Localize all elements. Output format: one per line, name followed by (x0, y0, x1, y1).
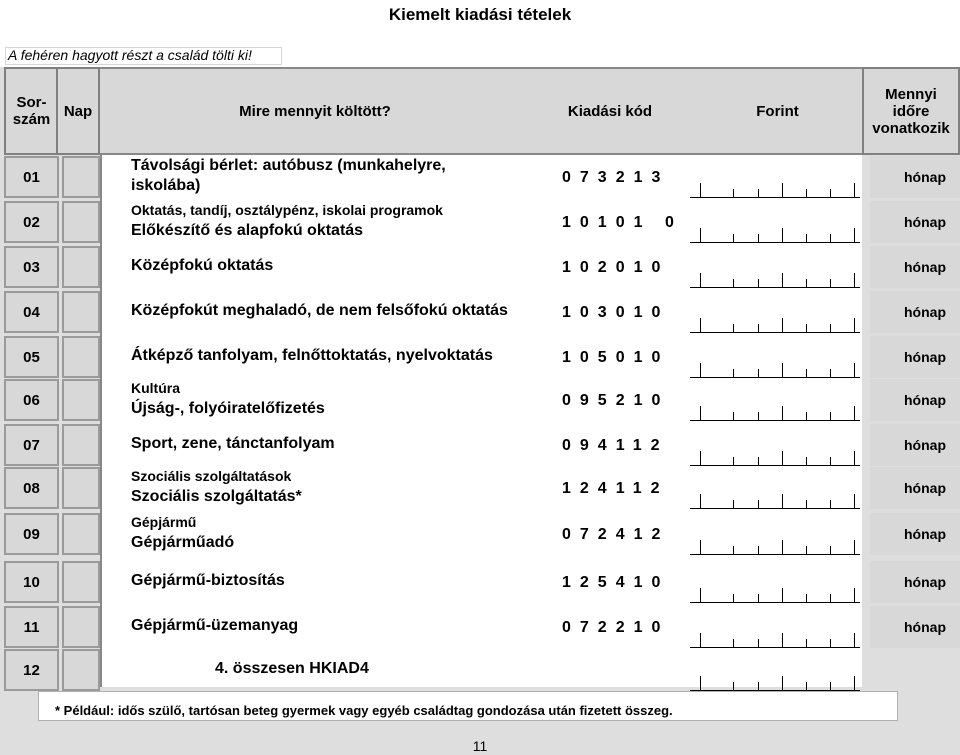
row-description-line1: Távolsági bérlet: autóbusz (munkahelyre, (131, 157, 446, 174)
digit-tick (830, 412, 831, 420)
digit-tick (700, 588, 701, 602)
digit-tick (830, 369, 831, 377)
digit-tick (700, 273, 701, 287)
row-description: Középfokú oktatás (131, 257, 274, 274)
digit-tick (700, 633, 701, 647)
page-number: 11 (472, 738, 488, 754)
digit-tick (830, 639, 831, 647)
forint-input-baseline[interactable] (690, 647, 860, 648)
expense-code: 103010 (562, 304, 670, 321)
digit-tick (782, 633, 783, 647)
digit-tick (758, 189, 759, 197)
digit-tick (758, 594, 759, 602)
unit-honap: hónap (870, 513, 960, 555)
row-description-line2: Előkészítő és alapfokú oktatás (131, 222, 364, 239)
digit-tick (854, 676, 855, 690)
digit-tick (733, 234, 734, 242)
forint-input-baseline[interactable] (690, 508, 860, 509)
digit-tick (782, 228, 783, 242)
digit-tick (806, 189, 807, 197)
expense-code: 124112 (562, 480, 669, 497)
row-description: Középfokút meghaladó, de nem felsőfokú oktatás (131, 302, 508, 319)
digit-tick (782, 540, 783, 554)
digit-tick (782, 273, 783, 287)
forint-input-baseline[interactable] (690, 332, 860, 333)
forint-input-baseline[interactable] (690, 465, 860, 466)
digit-tick (854, 273, 855, 287)
digit-tick (854, 588, 855, 602)
digit-tick (700, 228, 701, 242)
digit-tick (758, 639, 759, 647)
digit-tick (700, 540, 701, 554)
forint-input-baseline[interactable] (690, 197, 860, 198)
digit-tick (733, 639, 734, 647)
digit-tick (830, 189, 831, 197)
unit-honap: hónap (870, 291, 960, 333)
row-number: 05 (4, 336, 59, 378)
digit-tick (782, 451, 783, 465)
digit-tick (758, 457, 759, 465)
digit-tick (806, 500, 807, 508)
nap-cell (62, 379, 100, 421)
digit-tick (830, 500, 831, 508)
digit-tick (758, 412, 759, 420)
expense-code: 105010 (562, 349, 670, 366)
digit-tick (830, 682, 831, 690)
digit-tick (733, 369, 734, 377)
digit-tick (758, 234, 759, 242)
digit-tick (758, 279, 759, 287)
unit-honap: hónap (870, 156, 960, 198)
row-description-line1: Szociális szolgáltatások (131, 468, 292, 484)
header-mire: Mire mennyit költött? (100, 67, 530, 155)
digit-tick (854, 540, 855, 554)
nap-cell (62, 246, 100, 288)
nap-cell (62, 201, 100, 243)
forint-input-baseline[interactable] (690, 242, 860, 243)
digit-tick (830, 457, 831, 465)
row-description-line1: Oktatás, tandíj, osztálypénz, iskolai programok (131, 202, 443, 218)
digit-tick (733, 500, 734, 508)
digit-tick (733, 546, 734, 554)
row-description-line2: Szociális szolgáltatás* (131, 488, 302, 505)
digit-tick (854, 318, 855, 332)
row-number: 12 (4, 649, 59, 691)
digit-tick (700, 494, 701, 508)
row-description: Sport, zene, tánctanfolyam (131, 435, 335, 452)
forint-input-baseline[interactable] (690, 377, 860, 378)
nap-cell (62, 336, 100, 378)
digit-tick (782, 588, 783, 602)
digit-tick (854, 363, 855, 377)
row-number: 01 (4, 156, 59, 198)
digit-tick (700, 363, 701, 377)
digit-tick (733, 324, 734, 332)
digit-tick (806, 682, 807, 690)
header-nap: Nap (56, 67, 100, 155)
row-number: 06 (4, 379, 59, 421)
forint-input-baseline[interactable] (690, 554, 860, 555)
nap-cell (62, 467, 100, 509)
row-description: Gépjármű-üzemanyag (131, 617, 299, 634)
unit-honap: hónap (870, 201, 960, 243)
unit-honap: hónap (870, 336, 960, 378)
row-number: 09 (4, 513, 59, 555)
digit-tick (758, 546, 759, 554)
digit-tick (806, 412, 807, 420)
digit-tick (782, 318, 783, 332)
digit-tick (700, 451, 701, 465)
digit-tick (782, 183, 783, 197)
forint-input-baseline[interactable] (690, 602, 860, 603)
row-number: 04 (4, 291, 59, 333)
digit-tick (700, 406, 701, 420)
expense-code: 072210 (562, 619, 670, 636)
digit-tick (700, 183, 701, 197)
row-description: 4. összesen HKIAD4 (215, 660, 369, 677)
digit-tick (806, 639, 807, 647)
digit-tick (782, 363, 783, 377)
unit-honap: hónap (870, 606, 960, 648)
expense-code: 095210 (562, 392, 670, 409)
digit-tick (854, 451, 855, 465)
page-title: Kiemelt kiadási tételek (388, 5, 572, 24)
expense-code: 125410 (562, 574, 670, 591)
row-number: 03 (4, 246, 59, 288)
unit-honap: hónap (870, 246, 960, 288)
expense-code: 10101 0 (562, 214, 683, 231)
nap-cell (62, 649, 100, 691)
digit-tick (854, 406, 855, 420)
subtitle: A fehéren hagyott részt a család tölti ki! (8, 47, 252, 63)
digit-tick (854, 494, 855, 508)
nap-cell (62, 513, 100, 555)
digit-tick (806, 279, 807, 287)
digit-tick (806, 594, 807, 602)
expense-code: 094112 (562, 437, 669, 454)
digit-tick (830, 594, 831, 602)
row-description: Átképző tanfolyam, felnőttoktatás, nyelvoktatás (131, 347, 493, 364)
digit-tick (700, 318, 701, 332)
expense-code: 073213 (562, 169, 670, 186)
digit-tick (733, 279, 734, 287)
digit-tick (758, 682, 759, 690)
digit-tick (854, 633, 855, 647)
digit-tick (782, 676, 783, 690)
digit-tick (806, 457, 807, 465)
row-number: 07 (4, 424, 59, 466)
header-mennyi: Mennyi időre vonatkozik (862, 67, 960, 155)
expense-code: 072412 (562, 526, 670, 543)
nap-cell (62, 424, 100, 466)
digit-tick (806, 369, 807, 377)
nap-cell (62, 561, 100, 603)
nap-cell (62, 606, 100, 648)
header-sorszam: Sor- szám (4, 67, 59, 155)
digit-tick (830, 234, 831, 242)
row-description-line1: Gépjármű (131, 514, 197, 530)
unit-honap: hónap (870, 379, 960, 421)
unit-honap: hónap (870, 424, 960, 466)
row-number: 02 (4, 201, 59, 243)
digit-tick (830, 546, 831, 554)
header-forint: Forint (690, 67, 865, 155)
digit-tick (830, 324, 831, 332)
digit-tick (830, 279, 831, 287)
forint-input-baseline[interactable] (690, 287, 860, 288)
row-description: Gépjármű-biztosítás (131, 572, 285, 589)
header-kod: Kiadási kód (530, 67, 690, 155)
unit-honap: hónap (870, 561, 960, 603)
digit-tick (733, 457, 734, 465)
expense-code: 102010 (562, 259, 670, 276)
row-description-line2: Újság-, folyóiratelőfizetés (131, 400, 325, 417)
digit-tick (733, 412, 734, 420)
digit-tick (806, 324, 807, 332)
row-description-line2: Gépjárműadó (131, 534, 235, 551)
digit-tick (733, 189, 734, 197)
digit-tick (700, 676, 701, 690)
footnote: * Például: idős szülő, tartósan beteg gyermek vagy egyéb családtag gondozása után fizetett összeg. (55, 703, 673, 718)
row-number: 10 (4, 561, 59, 603)
digit-tick (806, 546, 807, 554)
digit-tick (854, 183, 855, 197)
digit-tick (782, 406, 783, 420)
digit-tick (733, 594, 734, 602)
nap-cell (62, 291, 100, 333)
digit-tick (806, 234, 807, 242)
row-description-line2: iskolába) (131, 177, 201, 194)
row-number: 11 (4, 606, 59, 648)
digit-tick (854, 228, 855, 242)
unit-honap: hónap (870, 467, 960, 509)
row-number: 08 (4, 467, 59, 509)
forint-input-baseline[interactable] (690, 420, 860, 421)
digit-tick (758, 500, 759, 508)
digit-tick (782, 494, 783, 508)
digit-tick (758, 369, 759, 377)
nap-cell (62, 156, 100, 198)
digit-tick (758, 324, 759, 332)
digit-tick (733, 682, 734, 690)
row-description-line1: Kultúra (131, 380, 180, 396)
